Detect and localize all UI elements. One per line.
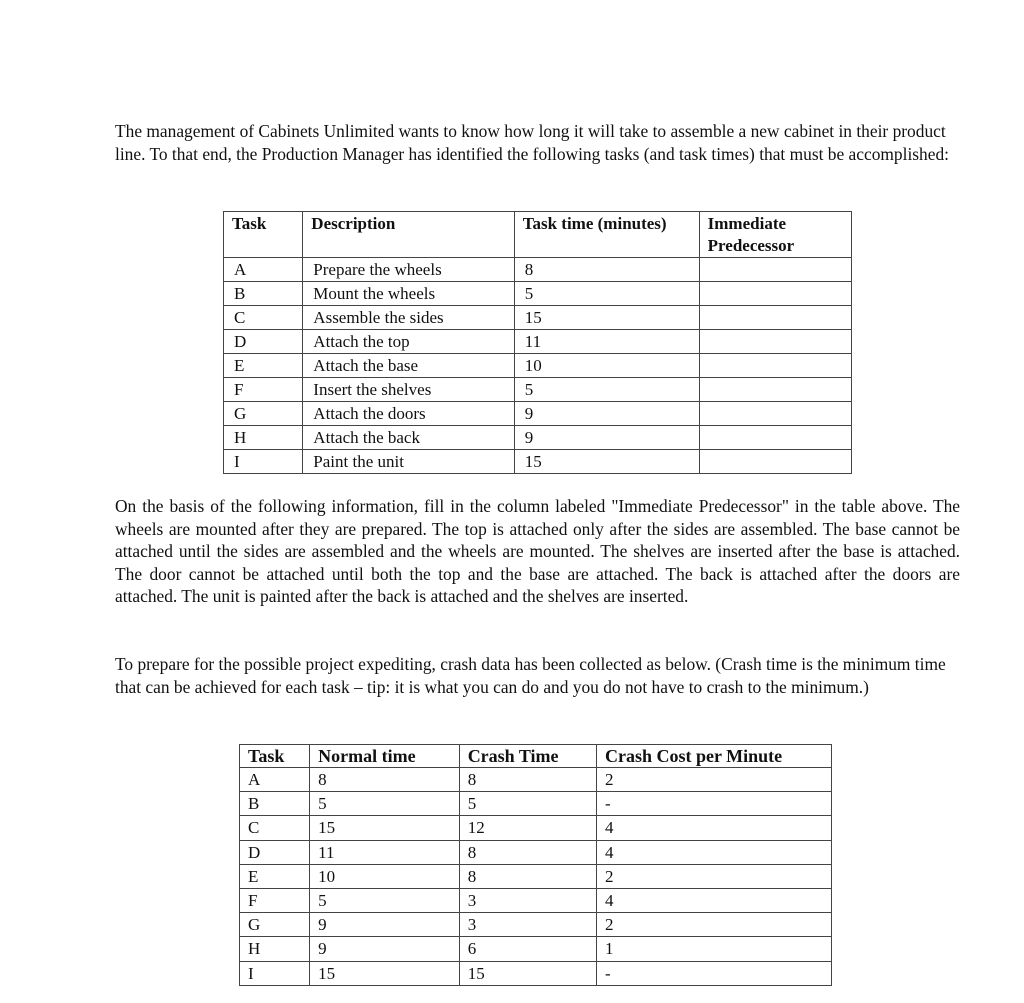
cell-crash-cost: - [597, 792, 832, 816]
cell-description: Assemble the sides [303, 306, 514, 330]
cell-crash-time: 5 [459, 792, 596, 816]
cell-predecessor [699, 402, 851, 426]
cell-task: G [240, 913, 310, 937]
table-row [240, 888, 832, 912]
header-task-time: Task time (minutes) [514, 212, 699, 258]
cell-crash-cost: 1 [597, 937, 832, 961]
cell-description: Attach the base [303, 354, 514, 378]
header-crash-cost: Crash Cost per Minute [597, 745, 832, 768]
cell-normal-time: 15 [310, 961, 460, 985]
table-row [240, 816, 832, 840]
cell-crash-cost: 4 [597, 816, 832, 840]
instructions-paragraph: On the basis of the following information, fill in the column labeled "Immediate Predecessor" in the table above. The wheels are mounted after they are prepared. The top is attached only after the sides are assembled. The base cannot be attached until the sides are assembled and the wheels are mounted. The shelves are inserted after the base is attached. The door cannot be attached until both the top and the base are attached. The back is attached after the doors are attached. The unit is painted after the back is attached and the shelves are inserted. [115, 496, 960, 607]
cell-crash-time: 6 [459, 937, 596, 961]
table-row [240, 961, 832, 985]
table-row [224, 402, 852, 426]
cell-task: D [224, 330, 303, 354]
header-immediate-predecessor: Immediate Predecessor [699, 212, 851, 258]
cell-crash-time: 15 [459, 961, 596, 985]
cell-task: D [240, 840, 310, 864]
cell-crash-time: 12 [459, 816, 596, 840]
cell-task-time: 5 [514, 282, 699, 306]
cell-task-time: 9 [514, 426, 699, 450]
cell-task-time: 10 [514, 354, 699, 378]
cell-predecessor [699, 354, 851, 378]
table-row [224, 306, 852, 330]
task-table [223, 211, 852, 474]
cell-task: H [224, 426, 303, 450]
cell-description: Attach the doors [303, 402, 514, 426]
cell-crash-cost: 2 [597, 913, 832, 937]
cell-normal-time: 5 [310, 888, 460, 912]
header-description: Description [303, 212, 514, 258]
cell-predecessor [699, 330, 851, 354]
cell-task: A [224, 258, 303, 282]
cell-task: E [240, 864, 310, 888]
cell-crash-time: 3 [459, 888, 596, 912]
cell-predecessor [699, 306, 851, 330]
cell-task: A [240, 768, 310, 792]
table-row [224, 330, 852, 354]
cell-task: E [224, 354, 303, 378]
cell-crash-cost: 2 [597, 864, 832, 888]
intro-paragraph: The management of Cabinets Unlimited wants to know how long it will take to assemble a new cabinet in their product line. To that end, the Production Manager has identified the following tasks (and task times) that must be accomplished: [115, 121, 949, 164]
table-row [240, 792, 832, 816]
cell-crash-cost: - [597, 961, 832, 985]
cell-task: F [224, 378, 303, 402]
cell-description: Attach the top [303, 330, 514, 354]
header-crash-time: Crash Time [459, 745, 596, 768]
table-row [224, 426, 852, 450]
cell-task-time: 8 [514, 258, 699, 282]
table-row [224, 258, 852, 282]
cell-normal-time: 9 [310, 937, 460, 961]
table-row [240, 768, 832, 792]
cell-task: B [240, 792, 310, 816]
cell-normal-time: 15 [310, 816, 460, 840]
cell-predecessor [699, 378, 851, 402]
header-normal-time: Normal time [310, 745, 460, 768]
table-row [224, 282, 852, 306]
crash-table [239, 744, 832, 986]
table-row [224, 354, 852, 378]
cell-normal-time: 5 [310, 792, 460, 816]
task-table-header [224, 212, 852, 258]
crash-table-header [240, 745, 832, 768]
cell-task: G [224, 402, 303, 426]
header-task: Task [240, 745, 310, 768]
cell-crash-cost: 4 [597, 888, 832, 912]
cell-crash-time: 3 [459, 913, 596, 937]
cell-crash-time: 8 [459, 768, 596, 792]
cell-crash-time: 8 [459, 840, 596, 864]
cell-task-time: 9 [514, 402, 699, 426]
table-row [240, 937, 832, 961]
table-row [224, 378, 852, 402]
cell-task: B [224, 282, 303, 306]
cell-task: C [240, 816, 310, 840]
cell-description: Attach the back [303, 426, 514, 450]
crash-intro-paragraph: To prepare for the possible project expediting, crash data has been collected as below. (Crash time is the minimum time that can be achieved for each task – tip: it is what you can do and you do not have to crash to the minimum.) [115, 654, 946, 697]
cell-description: Prepare the wheels [303, 258, 514, 282]
cell-task-time: 5 [514, 378, 699, 402]
cell-description: Insert the shelves [303, 378, 514, 402]
cell-predecessor [699, 450, 851, 474]
table-row [224, 450, 852, 474]
cell-predecessor [699, 426, 851, 450]
cell-task: H [240, 937, 310, 961]
cell-task-time: 11 [514, 330, 699, 354]
cell-task: C [224, 306, 303, 330]
cell-task: F [240, 888, 310, 912]
cell-normal-time: 11 [310, 840, 460, 864]
cell-predecessor [699, 282, 851, 306]
cell-crash-time: 8 [459, 864, 596, 888]
header-task: Task [224, 212, 303, 258]
table-row [240, 864, 832, 888]
cell-task-time: 15 [514, 450, 699, 474]
table-row [240, 840, 832, 864]
cell-normal-time: 10 [310, 864, 460, 888]
cell-crash-cost: 2 [597, 768, 832, 792]
cell-normal-time: 9 [310, 913, 460, 937]
cell-description: Paint the unit [303, 450, 514, 474]
cell-task-time: 15 [514, 306, 699, 330]
cell-task: I [224, 450, 303, 474]
cell-task: I [240, 961, 310, 985]
cell-normal-time: 8 [310, 768, 460, 792]
cell-description: Mount the wheels [303, 282, 514, 306]
cell-predecessor [699, 258, 851, 282]
cell-crash-cost: 4 [597, 840, 832, 864]
table-row [240, 913, 832, 937]
